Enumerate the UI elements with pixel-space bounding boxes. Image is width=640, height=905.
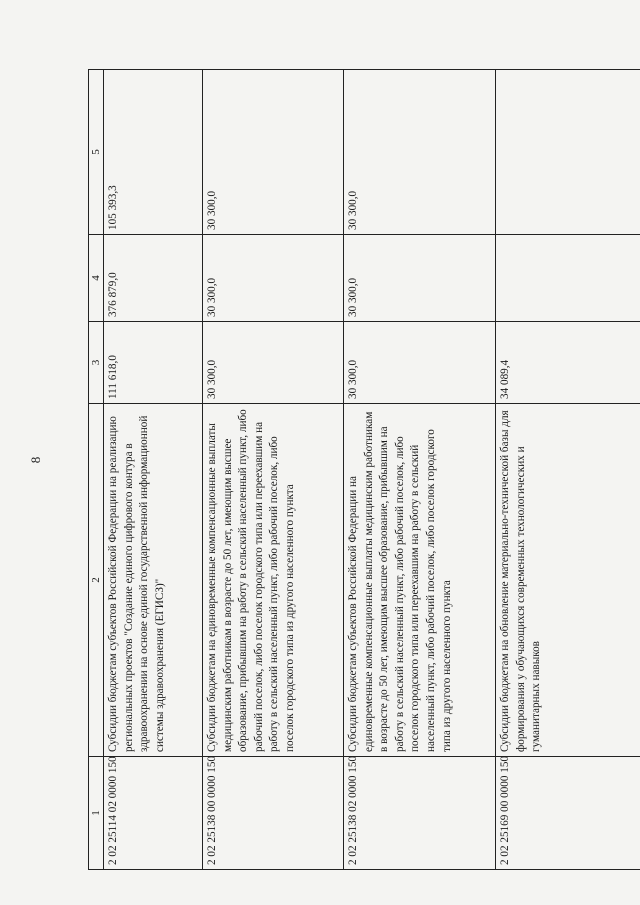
row-value-5: 105 393,3 — [104, 70, 203, 235]
row-code: 2 02 25138 00 0000 150 — [203, 757, 344, 870]
header-col-2: 2 — [89, 404, 104, 757]
header-col-3: 3 — [89, 322, 104, 404]
row-value-4: 30 300,0 — [344, 235, 496, 322]
row-code: 2 02 25138 02 0000 150 — [344, 757, 496, 870]
header-row — [89, 70, 104, 870]
row-value-4: 30 300,0 — [203, 235, 344, 322]
row-value-5 — [496, 70, 640, 235]
header-col-1: 1 — [89, 757, 104, 870]
row-description: Субсидии бюджетам субъектов Российской Федерации на реализацию региональных проектов "Создание единого цифрового контура в здравоохранении на основе единой государственной информационной системы здравоохранения (ЕГИСЗ)" — [104, 404, 203, 757]
row-value-3: 30 300,0 — [203, 322, 344, 404]
row-code: 2 02 25114 02 0000 150 — [104, 757, 203, 870]
row-description: Субсидии бюджетам на единовременные компенсационные выплаты медицинским работникам в возрасте до 50 лет, имеющим высшее образование, прибывшим на работу в сельский населенный пункт, либо рабочий поселок, либо поселок городского типа или переехавшим на работу в сельский населенный пункт, либо рабочий поселок, либо поселок городского типа из другого населенного пункта — [203, 404, 344, 757]
rotated-table — [88, 70, 640, 870]
budget-table — [88, 69, 640, 870]
table-row — [496, 70, 640, 870]
row-description: Субсидии бюджетам на обновление материально-технической базы для формирования у обучающихся современных технологических и гуманитарных навыков — [496, 404, 640, 757]
header-col-4: 4 — [89, 235, 104, 322]
row-value-4: 376 879,0 — [104, 235, 203, 322]
header-col-5: 5 — [89, 70, 104, 235]
row-value-3: 34 089,4 — [496, 322, 640, 404]
table-row — [104, 70, 203, 870]
row-value-3: 30 300,0 — [344, 322, 496, 404]
row-value-5: 30 300,0 — [203, 70, 344, 235]
table-container — [88, 70, 640, 870]
row-description: Субсидии бюджетам субъектов Российской Федерации на единовременные компенсационные выплаты медицинским работникам в возрасте до 50 лет, имеющим высшее образование, прибывшим на работу в сельский населенный пункт, либо рабочий поселок, либо поселок городского типа или переехавшим на работу в сельский населенный пункт, либо рабочий поселок, либо поселок городского типа из другого населенного пункта — [344, 404, 496, 757]
row-value-3: 111 618,0 — [104, 322, 203, 404]
row-value-5: 30 300,0 — [344, 70, 496, 235]
row-value-4 — [496, 235, 640, 322]
table-row — [344, 70, 496, 870]
row-code: 2 02 25169 00 0000 150 — [496, 757, 640, 870]
table-row — [203, 70, 344, 870]
page-number: 8 — [28, 456, 43, 464]
